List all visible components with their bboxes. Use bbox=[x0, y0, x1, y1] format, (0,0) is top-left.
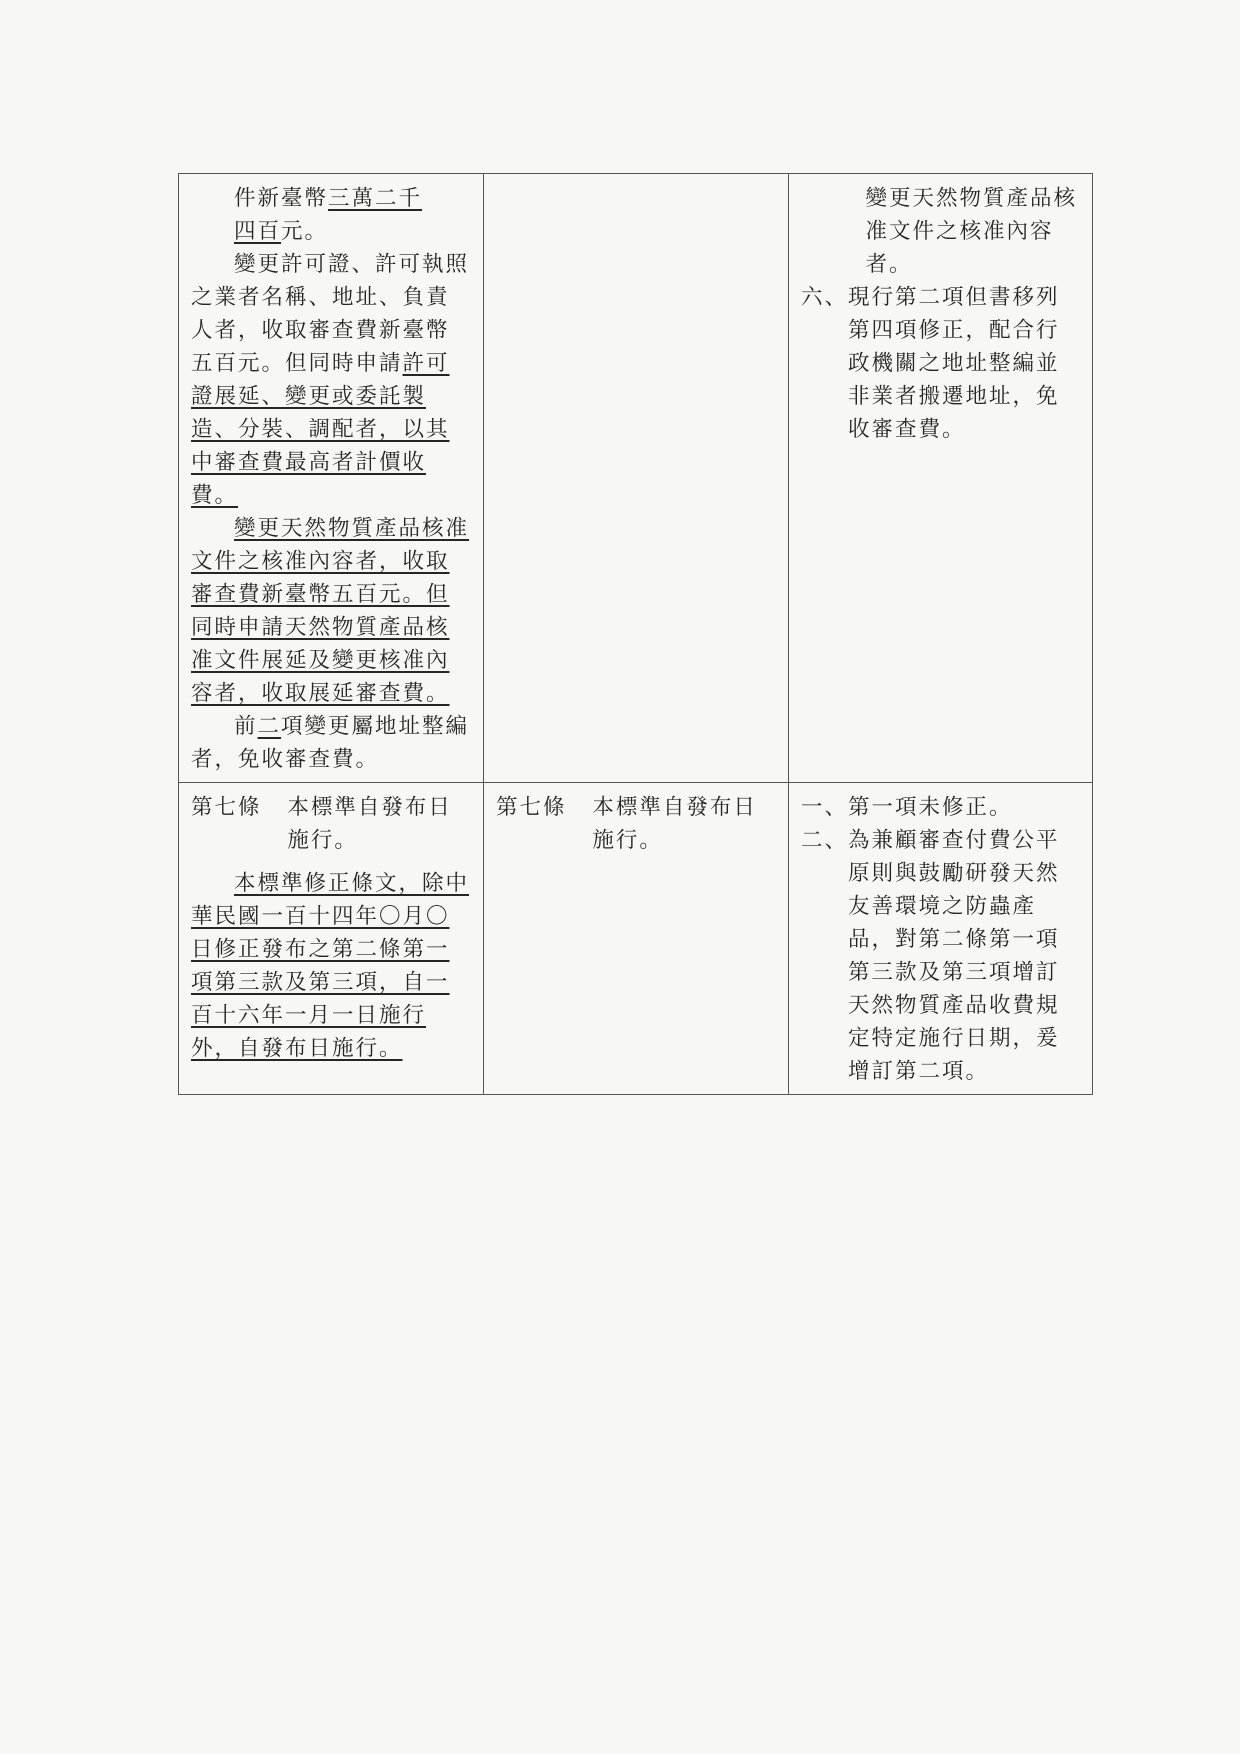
amended-text-cell bbox=[179, 174, 484, 783]
list-item: 二、 為兼顧審查付費公平原則與鼓勵研發天然友善環境之防蟲產品，對第二條第一項第三款及第三項增訂天然物質產品收費規定特定施行日期，爰增訂第二項。 bbox=[801, 828, 1060, 1084]
paragraph: 變更天然物質產品核准文件之核准內容者，收取審查費新臺幣五百元。但同時申請天然物質產品核准文件展延及變更核准內容者，收取展延審查費。 bbox=[191, 516, 470, 706]
list-item: 六、 現行第二項但書移列第四項修正，配合行政機關之地址整編並非業者搬遷地址，免收審查費。 bbox=[801, 285, 1060, 442]
comparison-table bbox=[178, 173, 1093, 1095]
amended-text-cell bbox=[179, 783, 484, 1095]
current-text-cell bbox=[484, 174, 789, 783]
paragraph: 變更天然物質產品核准文件之核准內容者。 bbox=[865, 186, 1078, 277]
paragraph: 四百元。 bbox=[234, 219, 329, 244]
paragraph: 件新臺幣三萬二千 bbox=[234, 186, 423, 211]
current-text-cell bbox=[484, 783, 789, 1095]
list-item: 一、 第一項未修正。 bbox=[801, 795, 1013, 820]
table-row bbox=[179, 174, 1093, 783]
explanation-cell bbox=[789, 174, 1093, 783]
table-row bbox=[179, 783, 1093, 1095]
paragraph: 前二項變更屬地址整編者，免收審查費。 bbox=[191, 714, 470, 772]
article: 第七條 本標準自發布日施行。 bbox=[191, 795, 452, 853]
explanation-cell bbox=[789, 783, 1093, 1095]
paragraph: 變更許可證、許可執照之業者名稱、地址、負責人者，收取審查費新臺幣五百元。但同時申請許可證展延、變更或委託製造、分裝、調配者，以其中審查費最高者計價收費。 bbox=[191, 252, 470, 508]
paragraph: 本標準修正條文，除中華民國一百十四年〇月〇日修正發布之第二條第一項第三款及第三項，自一百十六年一月一日施行外，自發布日施行。 bbox=[191, 871, 470, 1061]
article: 第七條 本標準自發布日施行。 bbox=[496, 795, 757, 853]
